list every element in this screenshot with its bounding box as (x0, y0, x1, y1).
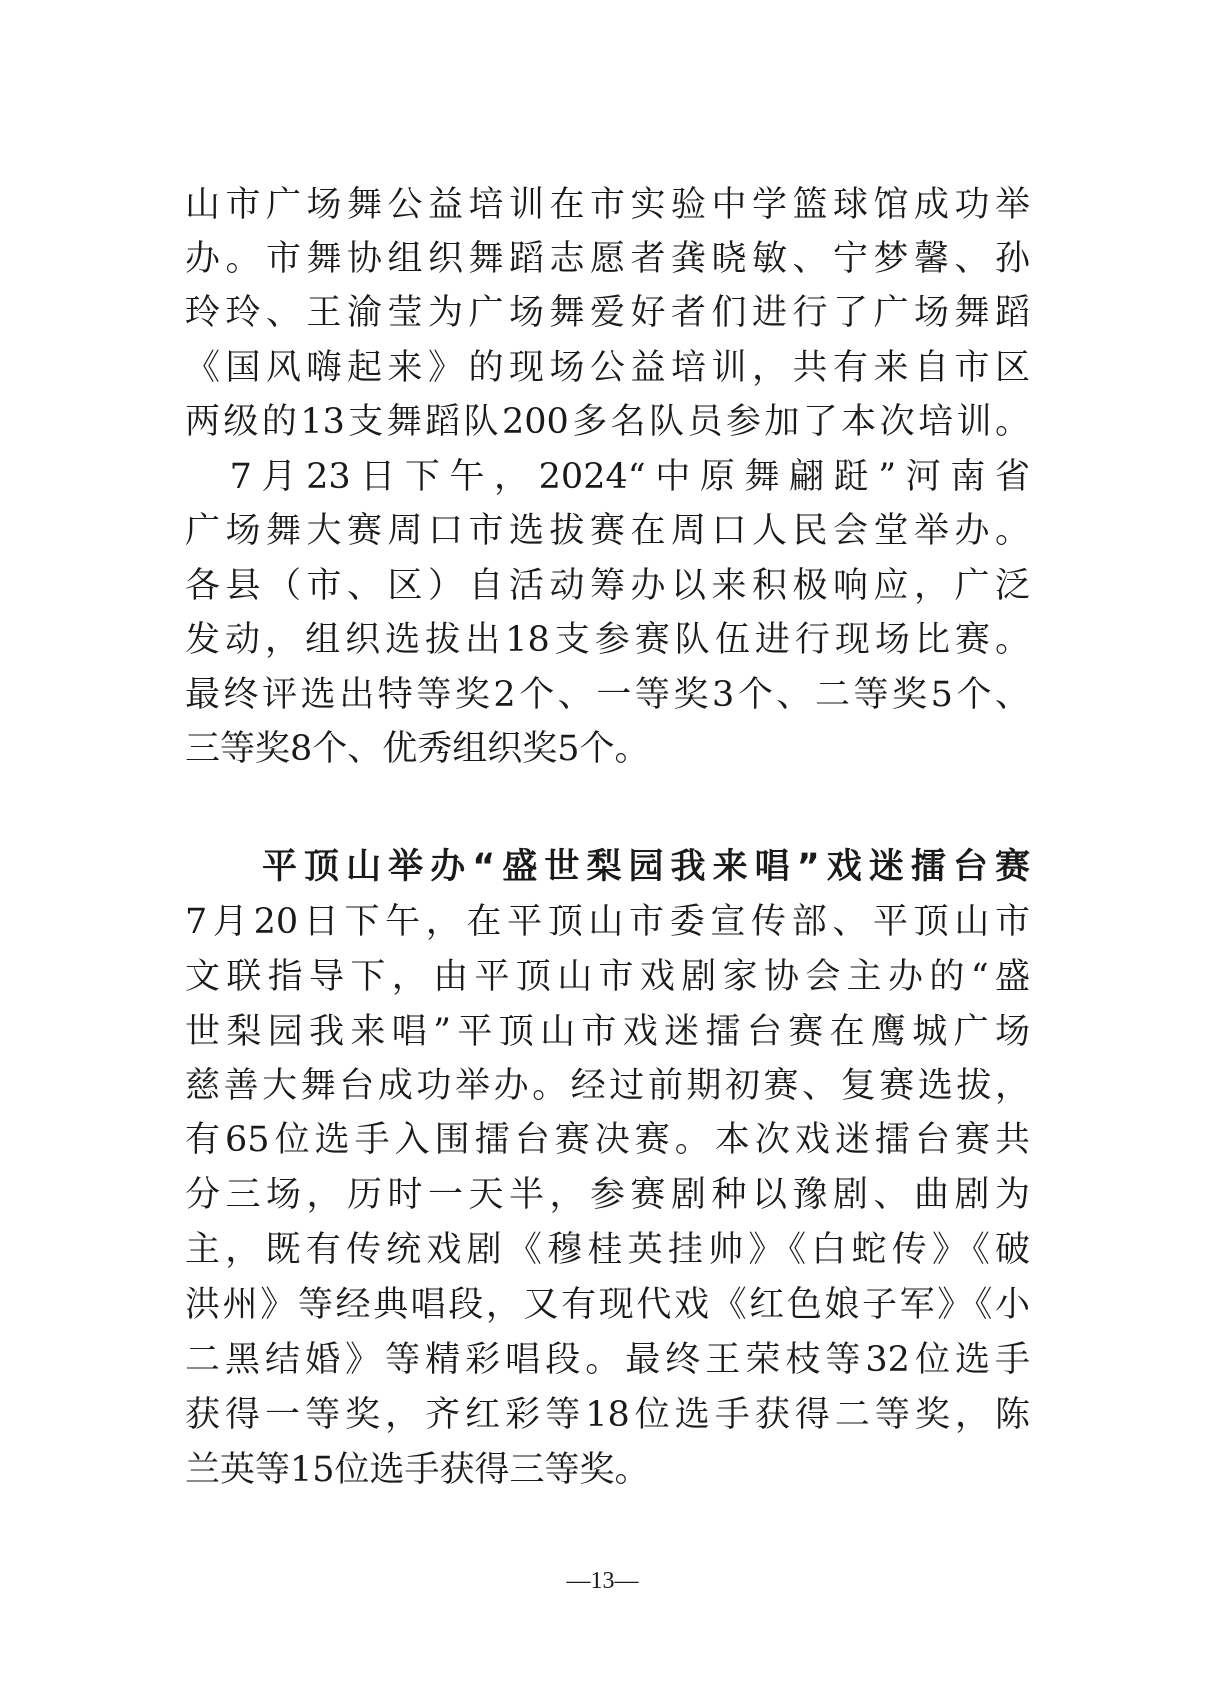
text-line: 世梨园我来唱”平顶山市戏迷擂台赛在鹰城广场 (185, 1012, 1030, 1052)
text-line: 三等奖8个、优秀组织奖5个。 (185, 729, 650, 769)
text-line: 各县（市、区）自活动筹办以来积极响应，广泛 (185, 566, 1030, 606)
text-line: 有65位选手入围擂台赛决赛。本次戏迷擂台赛共 (185, 1120, 1030, 1160)
section-heading: 平顶山举办“盛世梨园我来唱”戏迷擂台赛 (262, 847, 1030, 887)
text-line: 山市广场舞公益培训在市实验中学篮球馆成功举 (185, 185, 1030, 225)
text-line: 发动，组织选拔出18支参赛队伍进行现场比赛。 (185, 620, 1030, 660)
text-line: 分三场，历时一天半，参赛剧种以豫剧、曲剧为 (185, 1175, 1030, 1215)
text-line: 兰英等15位选手获得三等奖。 (185, 1450, 650, 1490)
text-line: 玲玲、王渝莹为广场舞爱好者们进行了广场舞蹈 (185, 293, 1030, 333)
text-line: 主，既有传统戏剧《穆桂英挂帅》《白蛇传》《破 (185, 1230, 1030, 1270)
text-line: 7月23日下午，2024“中原舞翩跹”河南省 (185, 457, 1030, 497)
text-line: 《国风嗨起来》的现场公益培训，共有来自市区 (185, 348, 1030, 388)
text-line: 慈善大舞台成功举办。经过前期初赛、复赛选拔， (185, 1066, 1030, 1106)
text-line: 文联指导下，由平顶山市戏剧家协会主办的“盛 (185, 957, 1030, 997)
text-line: 最终评选出特等奖2个、一等奖3个、二等奖5个、 (185, 675, 1030, 715)
text-line: 二黑结婚》等精彩唱段。最终王荣枝等32位选手 (185, 1340, 1030, 1380)
text-line: 7月20日下午，在平顶山市委宣传部、平顶山市 (185, 902, 1030, 942)
text-line: 办。市舞协组织舞蹈志愿者龚晓敏、宁梦馨、孙 (185, 239, 1030, 279)
text-line: 广场舞大赛周口市选拔赛在周口人民会堂举办。 (185, 511, 1030, 551)
page-number: —13— (566, 1568, 639, 1594)
text-line: 获得一等奖，齐红彩等18位选手获得二等奖，陈 (185, 1395, 1030, 1435)
text-line: 两级的13支舞蹈队200多名队员参加了本次培训。 (185, 402, 1030, 442)
text-line: 洪州》等经典唱段，又有现代戏《红色娘子军》《小 (185, 1285, 1030, 1325)
